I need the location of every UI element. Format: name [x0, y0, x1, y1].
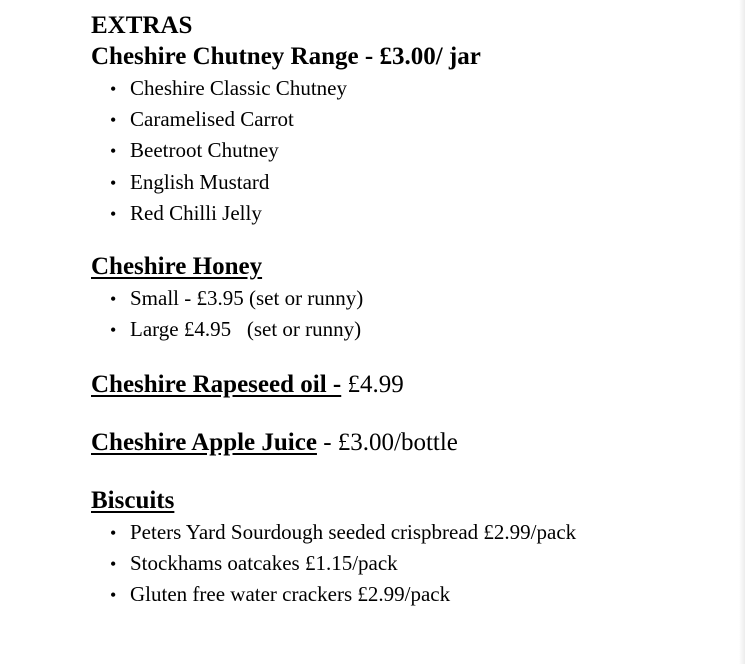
bullet-icon: •	[110, 141, 117, 162]
bullet-icon: •	[110, 289, 117, 309]
biscuits-heading-text: Biscuits	[91, 487, 175, 514]
page-edge-shadow	[739, 0, 745, 664]
list-item: • Caramelised Carrot	[110, 104, 347, 135]
list-item: • English Mustard	[110, 167, 347, 198]
juice-heading-text: Cheshire Apple Juice	[91, 429, 317, 456]
list-item: • Stockhams oatcakes £1.15/pack	[110, 548, 576, 579]
list-item: • Red Chilli Jelly	[110, 198, 347, 229]
honey-heading-text: Cheshire Honey	[91, 253, 263, 280]
oil-heading-text: Cheshire Rapeseed oil -	[91, 371, 342, 398]
chutney-list	[110, 73, 347, 229]
page-title: EXTRAS	[91, 12, 193, 39]
list-item: • Gluten free water crackers £2.99/pack	[110, 579, 576, 610]
bullet-icon: •	[110, 79, 117, 99]
list-item: • Large £4.95 (set or runny)	[110, 314, 363, 345]
oil-heading	[91, 371, 404, 399]
bullet-icon: •	[110, 110, 117, 131]
list-item: • Cheshire Classic Chutney	[110, 73, 347, 104]
biscuits-heading	[91, 487, 174, 515]
bullet-icon: •	[110, 585, 117, 606]
juice-heading	[91, 429, 458, 457]
oil-price: £4.99	[341, 371, 404, 398]
bullet-icon: •	[110, 523, 117, 543]
bullet-icon: •	[110, 320, 117, 341]
juice-price: - £3.00/bottle	[316, 429, 458, 456]
list-item: • Small - £3.95 (set or runny)	[110, 283, 363, 314]
honey-list	[110, 283, 363, 345]
honey-heading	[91, 253, 262, 281]
bullet-icon: •	[110, 203, 117, 224]
list-item: • Beetroot Chutney	[110, 135, 347, 166]
bullet-icon: •	[110, 172, 117, 193]
chutney-heading: Cheshire Chutney Range - £3.00/ jar	[91, 43, 481, 70]
bullet-icon: •	[110, 554, 117, 575]
biscuits-list	[110, 517, 576, 611]
list-item: • Peters Yard Sourdough seeded crispbread £2.99/pack	[110, 517, 576, 548]
